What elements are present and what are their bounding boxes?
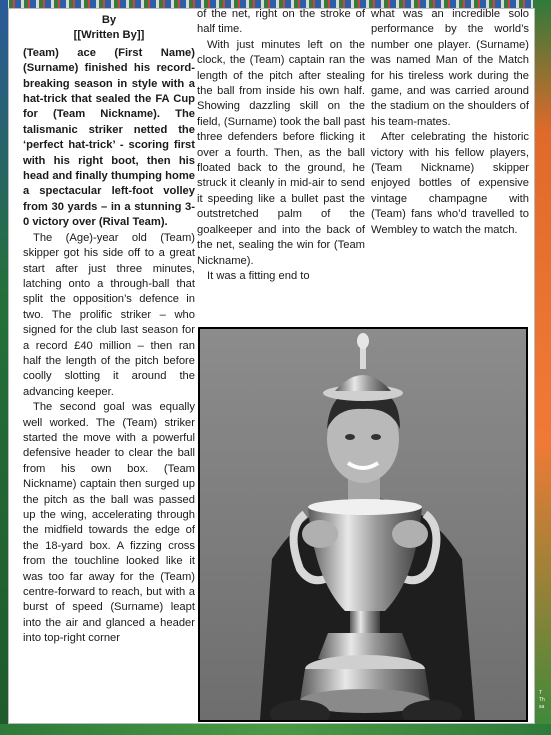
trophy-photo-illustration <box>200 329 526 720</box>
article-panel <box>8 8 535 724</box>
body-paragraph: The (Age)-year old (Team) skipper got his side off to a great start after just three minutes, latching onto a through-ball that split the opposition’s defence in two. The prolific striker – who signed for the club last season for a record £40 million – then ran half the length of the pitch before coolly slotting it around the advancing keeper. <box>23 231 195 398</box>
byline-by: By <box>101 14 117 26</box>
byline-writer: [[Written By]] <box>73 29 145 42</box>
bottom-border-scenery <box>0 724 551 735</box>
left-border-scenery <box>0 0 8 735</box>
body-paragraph-continued: of the net, right on the stroke of half time. <box>197 8 365 36</box>
column-2 <box>197 7 365 284</box>
column-3 <box>371 7 529 238</box>
side-text: T Th sa <box>539 690 545 710</box>
byline <box>23 13 195 44</box>
body-paragraph: With just minutes left on the clock, the (Team) captain ran the length of the pitch after stealing the ball from inside his own half. Showing dazzling skill on the field, (Surname) took the ball past three defenders before flicking it over a fourth. Then, as the ball floated back to the ground, he struck it cleanly in mid-air to send it speeding like a bullet past the outstretched palm of the goalkeeper and into the back of the net, sealing the win for (Team Nickname). <box>197 38 365 267</box>
column-1 <box>23 13 195 647</box>
body-paragraph: The second goal was equally well worked. The (Team) striker started the move with a powerful defensive header to clear the ball from his own box. (Team Nickname) captain then surged up the pitch as the ball was passed up the wing, accelerating through the midfield towards the edge of the 18-yard box. A fizzing cross from the touchline looked like it was too far away for the (Team) centre-forward to reach, but with a burst of speed (Surname) leapt into the air and glanced a header into top-right corner <box>23 401 195 645</box>
right-border-scenery <box>533 0 551 735</box>
trophy-photo <box>198 327 528 722</box>
lead-paragraph: (Team) ace (First Name) (Surname) finished his record-breaking season in style with a hat-trick that sealed the FA Cup for (Team Nickname). The talismanic striker netted the ‘perfect hat-trick’ - scoring first with his right boot, then his head and finally thumping home a spectacular left-foot volley from 30 yards – in a stunning 3-0 victory over (Rival Team). <box>23 46 195 229</box>
body-paragraph: It was a fitting end to <box>207 269 310 282</box>
body-paragraph: After celebrating the historic victory with his fellow players, (Team Nickname) skipper enjoyed bottles of expensive vintage champagne with (Team) fans who’d travelled to Wembley to watch the match. <box>371 131 529 236</box>
body-paragraph-continued: what was an incredible solo performance by the world’s number one player. (Surname) was named Man of the Match for his tireless work during the game, and was carried around the stadium on the shoulders of his team-mates. <box>371 8 529 128</box>
